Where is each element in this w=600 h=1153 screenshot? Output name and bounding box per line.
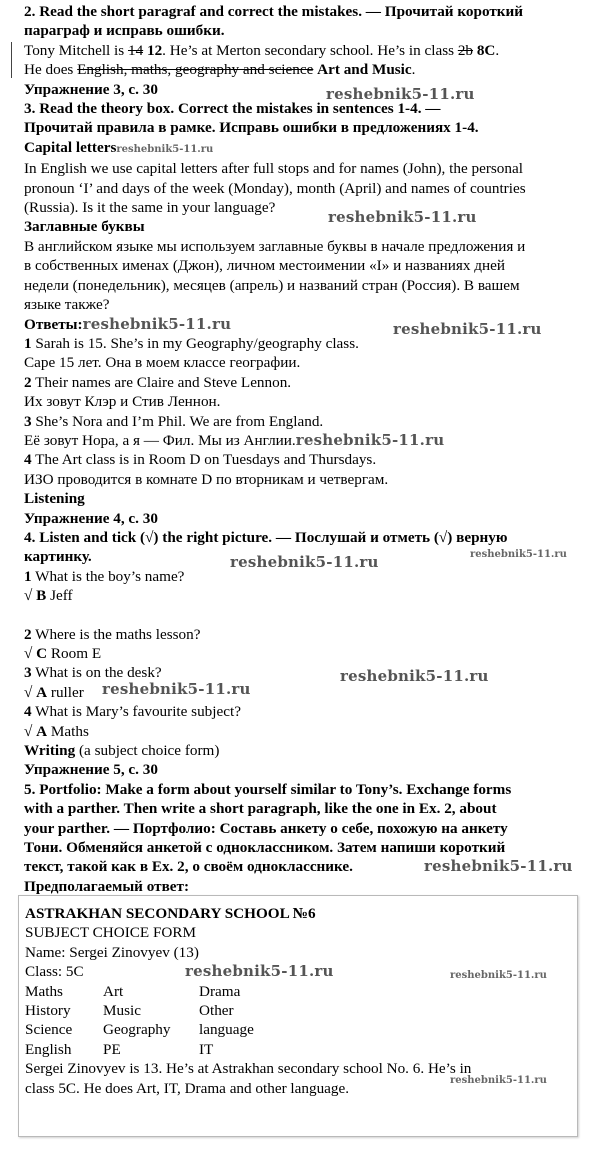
watermark: reshebnik5-11.ru: [424, 857, 573, 875]
watermark: reshebnik5-11.ru: [116, 143, 214, 155]
subject: PE: [103, 1040, 121, 1058]
subject: English: [25, 1040, 72, 1058]
struck-text: 2b: [457, 41, 474, 59]
form-paragraph-1: Sergei Zinovyev is 13. He’s at Astrakhan secondary school No. 6. He’s in: [25, 1060, 472, 1078]
answer-q3: √ A ruller: [24, 683, 84, 701]
form-paragraph-2: class 5C. He does Art, IT, Drama and other language.: [25, 1079, 350, 1097]
writing-label: Упражнение 5, с. 30: [24, 761, 158, 779]
struck-text: English, maths, geography and science: [77, 61, 314, 79]
corrected-text: 8C: [476, 41, 496, 59]
ru-title: Заглавные буквы: [24, 218, 145, 236]
corrected-text: 12: [146, 41, 163, 59]
writing-heading-1: 5. Portfolio: Make a form about yourself similar to Tony’s. Exchange forms: [24, 780, 512, 798]
tick-icon: √: [24, 683, 33, 701]
answer-4-ru: ИЗО проводится в комнате D по вторникам и четвергам.: [24, 470, 389, 488]
subject: Maths: [25, 982, 63, 1000]
subject: History: [25, 1002, 71, 1020]
answer-2-ru: Их зовут Клэр и Стив Леннон.: [24, 393, 221, 411]
answer-q2: √ C Room E: [24, 645, 102, 662]
subject: Geography: [103, 1021, 171, 1039]
form-title: SUBJECT CHOICE FORM: [25, 924, 197, 942]
tick-icon: √: [24, 645, 33, 662]
writing-heading-4: Тони. Обменяйся анкетой с одноклассником. Затем напиши короткий: [24, 839, 506, 857]
writing-heading-3: your parther. — Портфолио: Составь анкету о себе, похожую на анкету: [24, 819, 508, 837]
writing-title: Writing (a subject choice form): [24, 742, 220, 760]
watermark: reshebnik5-11.ru: [230, 553, 379, 571]
ex3-label: Упражнение 3, с. 30: [24, 80, 158, 98]
theory-line-1: In English we use capital letters after full stops and for names (John), the personal: [24, 160, 523, 178]
ex2-heading: 2. Read the short paragraf and correct the mistakes. — Прочитай короткий: [24, 3, 524, 20]
watermark: reshebnik5-11.ru: [102, 680, 251, 698]
answer-1-ru: Саре 15 лет. Она в моем классе географии.: [24, 354, 301, 372]
writing-heading-5: текст, такой как в Ex. 2, о своём однокласснике.: [24, 858, 353, 876]
document-page: [24, 2, 590, 896]
margin-bar: [11, 42, 12, 78]
listening-heading: 4. Listen and tick (√) the right picture. — Послушай и отметь (√) верную: [24, 528, 508, 546]
tick-icon: √: [24, 722, 33, 740]
ru-line-3: недели (понедельник), месяцев (апрель) и названий стран (Россия). В вашем: [24, 276, 520, 294]
struck-text: 14: [127, 41, 144, 59]
subject: Music: [103, 1002, 141, 1020]
ex2-paragraph-line-2: He does English, maths, geography and science Art and Music.: [24, 61, 416, 79]
listening-heading-2: картинку.: [24, 548, 92, 566]
answer-1: 1 Sarah is 15. She’s in my Geography/geography class.: [24, 334, 359, 352]
watermark: reshebnik5-11.ru: [340, 667, 489, 685]
question-1: 1 What is the boy’s name?: [24, 567, 185, 585]
ru-line-4: языке также?: [24, 296, 110, 314]
ex3-heading: 3. Read the theory box. Correct the mistakes in sentences 1-4. —: [24, 100, 441, 118]
answers-label-line: Ответы:reshebnik5-11.ru: [24, 314, 232, 333]
subject: Other: [199, 1002, 234, 1020]
answer-4: 4 The Art class is in Room D on Tuesdays and Thursdays.: [24, 451, 377, 469]
watermark: reshebnik5-11.ru: [185, 962, 334, 980]
form-class: Class: 5C: [25, 963, 84, 981]
subject-choice-form: [18, 895, 578, 1137]
answer-2: 2 Their names are Claire and Steve Lennon.: [24, 373, 292, 391]
subject: Science: [25, 1021, 73, 1039]
watermark: reshebnik5-11.ru: [450, 1075, 547, 1086]
watermark: reshebnik5-11.ru: [82, 314, 232, 333]
corrected-text: Art and Music: [317, 61, 412, 79]
watermark: reshebnik5-11.ru: [470, 549, 567, 560]
watermark: reshebnik5-11.ru: [393, 320, 542, 338]
form-name: Name: Sergei Zinovyev (13): [25, 943, 199, 961]
ru-line-2: в собственных именах (Джон), личном местоимении «I» и названиях дней: [24, 257, 505, 275]
answer-q1: √ B Jeff: [24, 587, 73, 605]
ex2-paragraph-line-1: Tony Mitchell is 14 12. He’s at Merton secondary school. He’s in class 2b 8C.: [24, 41, 500, 59]
listening-title: Listening: [24, 490, 85, 508]
question-2: 2 Where is the maths lesson?: [24, 625, 201, 643]
writing-heading-2: with a parther. Then write a short paragraph, like the one in Ex. 2, about: [24, 800, 497, 818]
ex3-heading-2: Прочитай правила в рамке. Исправь ошибки в предложениях 1-4.: [24, 119, 479, 137]
question-4: 4 What is Mary’s favourite subject?: [24, 703, 241, 721]
listening-label: Упражнение 4, с. 30: [24, 509, 158, 527]
question-3: 3 What is on the desk?: [24, 664, 162, 682]
ru-line-1: В английском языке мы используем заглавные буквы в начале предложения и: [24, 237, 526, 255]
subject: language: [199, 1021, 254, 1039]
form-school: ASTRAKHAN SECONDARY SCHOOL №6: [25, 905, 316, 922]
subject: Drama: [199, 982, 241, 1000]
answer-q4: √ A Maths: [24, 722, 89, 740]
subjects-grid: [25, 982, 565, 1060]
answer-3-ru: Её зовут Нора, а я — Фил. Мы из Англии.reshebnik5-11.ru: [24, 430, 445, 449]
subject: IT: [199, 1040, 214, 1058]
watermark: reshebnik5-11.ru: [450, 970, 547, 981]
answer-3: 3 She’s Nora and I’m Phil. We are from England.: [24, 412, 324, 430]
theory-line-2: pronoun ‘I’ and days of the week (Monday), month (April) and names of countries: [24, 179, 526, 197]
watermark: reshebnik5-11.ru: [295, 430, 445, 449]
watermark: reshebnik5-11.ru: [326, 85, 475, 103]
answer-label: Предполагаемый ответ:: [24, 877, 190, 895]
tick-icon: √: [24, 587, 33, 605]
watermark: reshebnik5-11.ru: [328, 208, 477, 226]
theory-line-3: (Russia). Is it the same in your language?: [24, 199, 276, 217]
theory-title: Capital lettersreshebnik5-11.ru: [24, 138, 214, 156]
ex2-heading-2: параграф и исправь ошибки.: [24, 22, 225, 40]
subject: Art: [103, 982, 124, 1000]
